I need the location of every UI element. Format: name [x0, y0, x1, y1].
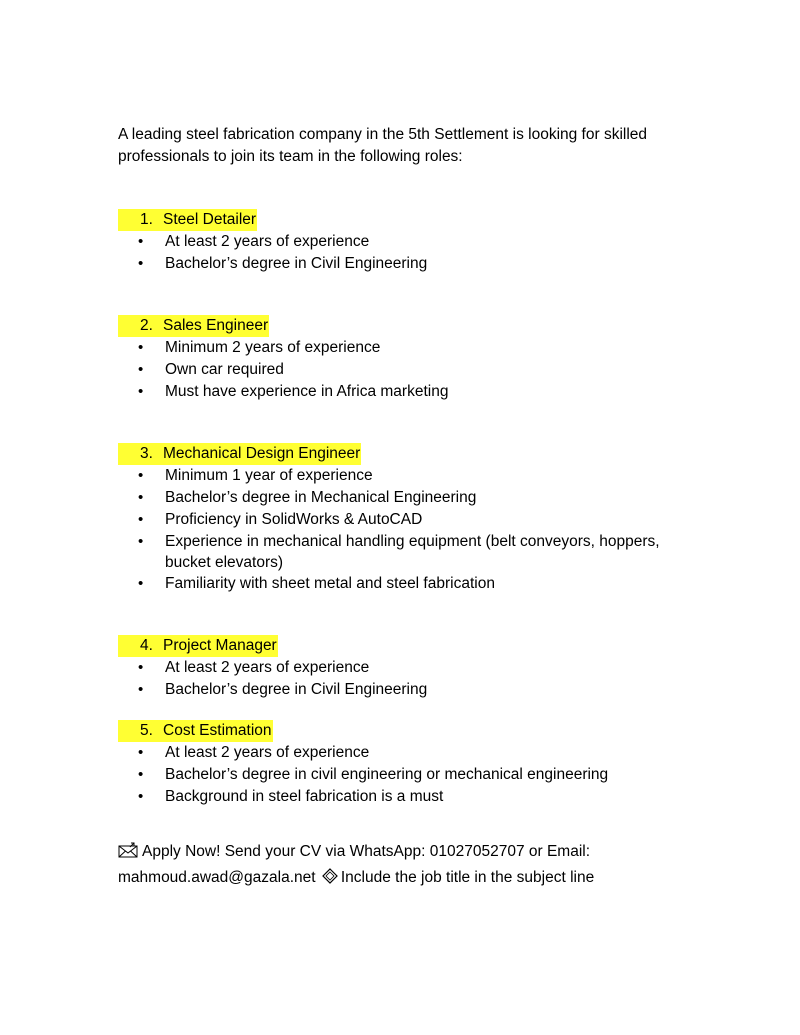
- intro-line-1: A leading steel fabrication company in the 5th Settlement is looking for skilled: [118, 126, 648, 143]
- document-page: [118, 124, 678, 892]
- role-mechanical-design-engineer: [118, 443, 678, 595]
- role-requirements: [118, 231, 678, 275]
- role-heading: [118, 315, 678, 337]
- apply-line-1: Apply Now! Send your CV via WhatsApp: 01027052707 or Email:: [142, 843, 591, 860]
- role-project-manager: [118, 635, 678, 701]
- role-heading: [118, 209, 678, 231]
- role-steel-detailer: [118, 209, 678, 275]
- list-item: • Bachelor’s degree in Mechanical Engineering: [118, 487, 678, 509]
- list-item: • Familiarity with sheet metal and steel fabrication: [118, 573, 678, 595]
- list-item: [118, 531, 678, 573]
- role-number: 1.: [118, 209, 163, 231]
- contact-email[interactable]: mahmoud.awad@gazala.net: [118, 869, 316, 886]
- role-number: 5.: [118, 720, 163, 742]
- role-cost-estimation: [118, 720, 678, 808]
- role-title: Sales Engineer: [163, 315, 269, 337]
- list-item: • Own car required: [118, 359, 678, 381]
- role-title: Project Manager: [163, 635, 278, 657]
- list-item: • Proficiency in SolidWorks & AutoCAD: [118, 509, 678, 531]
- role-number: 2.: [118, 315, 163, 337]
- list-item: • Must have experience in Africa marketing: [118, 381, 678, 403]
- list-item: • Bachelor’s degree in Civil Engineering: [118, 679, 678, 701]
- list-item: • At least 2 years of experience: [118, 657, 678, 679]
- apply-section: [118, 840, 678, 892]
- list-item-text: Experience in mechanical handling equipment (belt conveyors, hoppers,: [165, 533, 660, 550]
- role-heading: [118, 635, 678, 657]
- role-requirements: [118, 337, 678, 403]
- list-item: • Bachelor’s degree in civil engineering or mechanical engineering: [118, 764, 678, 786]
- list-item: • Minimum 1 year of experience: [118, 465, 678, 487]
- list-item: • Background in steel fabrication is a must: [118, 786, 678, 808]
- role-number: 4.: [118, 635, 163, 657]
- role-title: Mechanical Design Engineer: [163, 443, 361, 465]
- role-requirements: [118, 742, 678, 808]
- intro-line-2: professionals to join its team in the following roles:: [118, 148, 463, 165]
- role-title: Cost Estimation: [163, 720, 273, 742]
- list-item: • Minimum 2 years of experience: [118, 337, 678, 359]
- role-requirements: [118, 657, 678, 701]
- list-item: • At least 2 years of experience: [118, 231, 678, 253]
- role-heading: [118, 443, 678, 465]
- role-sales-engineer: [118, 315, 678, 403]
- role-number: 3.: [118, 443, 163, 465]
- envelope-icon: [118, 842, 138, 866]
- role-title: Steel Detailer: [163, 209, 257, 231]
- diamond-icon: [322, 868, 338, 892]
- list-item: • At least 2 years of experience: [118, 742, 678, 764]
- list-item: • Bachelor’s degree in Civil Engineering: [118, 253, 678, 275]
- role-heading: [118, 720, 678, 742]
- apply-note: Include the job title in the subject line: [340, 869, 595, 886]
- intro-paragraph: [118, 124, 678, 168]
- list-item-text-continued: bucket elevators): [165, 554, 284, 571]
- role-requirements: [118, 465, 678, 595]
